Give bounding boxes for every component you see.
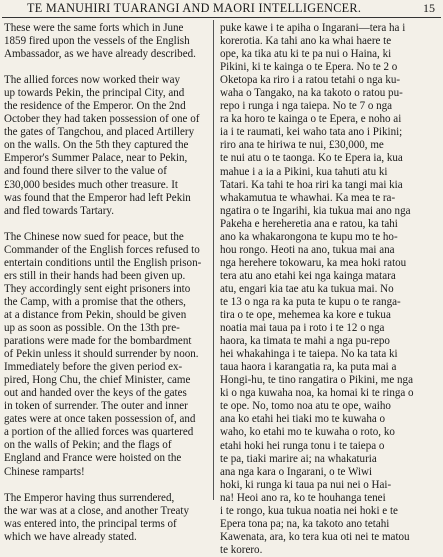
header-rule: [2, 17, 441, 18]
english-paragraph: [4, 492, 210, 544]
english-paragraph: [4, 74, 210, 218]
text-line: i te rongo, kua tukua noatia nei hoki e te: [220, 504, 398, 517]
maori-column: [220, 22, 438, 557]
text-line: October they had taken possession of one of: [4, 113, 200, 126]
text-line: Chinese ramparts!: [4, 465, 85, 478]
text-line: parations were made for the bombardment: [4, 335, 192, 348]
text-line: mahue i a ia a Pikini, kua tahuti atu ki: [220, 165, 388, 178]
text-line: haora, ka timata te mahi a nga pu-repo: [220, 335, 390, 348]
text-line: and found there silver to the value of: [4, 165, 167, 178]
text-line: repo i runga i nga taiepa. No te 7 o nga: [220, 100, 393, 113]
text-line: 1859 fired upon the vessels of the English: [4, 35, 190, 48]
text-line: waho, ko etahi mo te kuwaha o roto, ko: [220, 426, 395, 439]
text-line: Kawenata, ara, ko tera kua oti nei te matou: [220, 530, 410, 543]
text-line: the gates of Tangchou, and placed Artillery: [4, 126, 195, 139]
text-line: tera atu ano etahi kei nga kainga matara: [220, 269, 396, 282]
text-line: Pakeha e hereheretia ana e ratou, ka tahi: [220, 217, 398, 230]
text-line: nga herehere tokowaru, ka mea hoki ratou: [220, 256, 407, 269]
text-line: ers still in their hands had been given up.: [4, 269, 186, 282]
text-line: ngatira o te Ingarihi, kia tukua mai ano nga: [220, 204, 411, 217]
text-line: hoki, ki runga ki taua pa nui nei o Hai-: [220, 478, 392, 491]
text-line: out and handed over the keys of the gates: [4, 387, 187, 400]
text-line: ano ka whakarongona te kupu mo te ho-: [220, 230, 398, 243]
text-line: waha o Tangako, na ka takoto o ratou pu-: [220, 87, 403, 100]
text-line: The Emperor having thus surrendered,: [4, 491, 175, 504]
text-line: te nui atu o te taonga. Ko te Epera ia, kua: [220, 152, 403, 165]
text-line: ki o nga kuwaha noa, ka homai ki te ringa o: [220, 387, 414, 400]
text-line: They accordingly sent eight prisoners into: [4, 282, 191, 295]
text-line: etahi hoki hei runga tonu i te taiepa o: [220, 439, 385, 452]
text-line: noatia mai taua pa i roto i te 12 o nga: [220, 322, 385, 335]
text-line: and fled towards Tartary.: [4, 204, 114, 217]
paragraph-gap: [4, 479, 210, 492]
column-divider: [213, 20, 214, 500]
text-line: Oketopa ka riro i a ratou tetahi o nga ku-: [220, 74, 401, 87]
text-line: was entered into, the principal terms of: [4, 517, 177, 530]
text-line: Ambassador, as we have already described.: [4, 48, 196, 61]
text-line: gates were at once taken possession of, and: [4, 413, 196, 426]
page-header: [0, 0, 443, 18]
text-line: £30,000 besides much other treasure. It: [4, 178, 178, 191]
text-line: Hongi-hu, te tino rangatira o Pikini, me nga: [220, 374, 413, 387]
text-line: ra ka horo te kainga o te Epera, e noho ai: [220, 113, 402, 126]
text-line: ia i te raumati, kei waho tata ano i Pikini;: [220, 126, 403, 139]
text-line: Epera tona pa; na, ka takoto ano tetahi: [220, 517, 390, 530]
text-line: of Pekin unless it should surrender by noon.: [4, 348, 199, 361]
text-line: up towards Pekin, the principal City, and: [4, 87, 185, 100]
text-line: ana ko etahi hei tiaki mo te kuwaha o: [220, 413, 386, 426]
text-line: riro ana te hiriwa te nui, £30,000, me: [220, 139, 384, 152]
text-line: te ope. No, tomo noa atu te ope, waiho: [220, 400, 391, 413]
text-line: Commander of the English forces refused to: [4, 243, 200, 256]
text-line: te pa, tiaki marire ai; na whakaturia: [220, 452, 377, 465]
text-line: up as soon as possible. On the 13th pre-: [4, 321, 180, 334]
text-line: te korero.: [220, 543, 263, 556]
text-line: The Chinese now sued for peace, but the: [4, 230, 184, 243]
english-paragraph: [4, 231, 210, 479]
text-line: These were the same forts which in June: [4, 22, 184, 34]
text-line: Immediately before the given period ex-: [4, 361, 183, 374]
text-line: at a distance from Pekin, should be given: [4, 308, 187, 321]
text-line: England and France were hoisted on the: [4, 452, 182, 465]
text-line: Emperor's Summer Palace, near to Pekin,: [4, 152, 188, 165]
text-line: whakamutua te whawhai. Ka mea te ra-: [220, 191, 396, 204]
text-line: on the walls of Pekin; and the flags of: [4, 439, 172, 452]
text-line: hou rongo. Heoti na ano, tukua mai ana: [220, 243, 395, 256]
text-line: a portion of the allied forces was quartered: [4, 426, 194, 439]
text-line: in token of surrender. The outer and inner: [4, 400, 188, 413]
paragraph-gap: [4, 218, 210, 231]
text-line: atu, engari kia tae atu ka tukua mai. No: [220, 282, 394, 295]
text-line: tira o te ope, mehemea ka kore e tukua: [220, 309, 391, 322]
text-line: taua haora i karangatia ra, ka puta mai a: [220, 361, 397, 374]
text-line: Tatari. Ka tahi te hoa riri ka tangi mai kia: [220, 178, 403, 191]
text-line: ana nga kara o Ingarani, o te Wiwi: [220, 465, 373, 478]
text-line: which we have already stated.: [4, 530, 137, 543]
newspaper-title: TE MANUHIRI TUARANGI AND MAORI INTELLIGENCER.: [27, 1, 362, 15]
text-line: the residence of the Emperor. On the 2nd: [4, 100, 186, 113]
text-line: pired, Hong Chu, the chief Minister, came: [4, 374, 191, 387]
text-line: the war was at a close, and another Treaty: [4, 504, 189, 517]
text-line: was found that the Emperor had left Pekin: [4, 191, 191, 204]
text-line: on the walls. On the 5th they captured the: [4, 139, 189, 152]
english-column: [4, 22, 210, 544]
page-number: 15: [423, 1, 435, 15]
text-line: na! Heoi ano ra, ko te houhanga tenei: [220, 491, 386, 504]
text-line: entertain conditions until the English prison-: [4, 256, 202, 269]
text-line: Pikini, ki te kainga o te Epera. No te 2 o: [220, 61, 398, 74]
english-paragraph: [4, 22, 210, 61]
text-line: ope, ka tika atu ki te pa nui o Haina, ki: [220, 48, 392, 61]
text-line: The allied forces now worked their way: [4, 74, 181, 87]
text-line: hei whakahinga i te taiepa. No ka tata ki: [220, 348, 398, 361]
text-line: puke kawe i te apiha o Ingarani—tera ha i: [220, 22, 406, 34]
paragraph-gap: [4, 61, 210, 74]
text-line: the Camp, with a promise that the others,: [4, 295, 186, 308]
text-line: te 13 o nga ra ka puta te kupu o te ranga-: [220, 295, 401, 308]
text-line: korerotia. Ka tahi ano ka whai haere te: [220, 35, 392, 48]
